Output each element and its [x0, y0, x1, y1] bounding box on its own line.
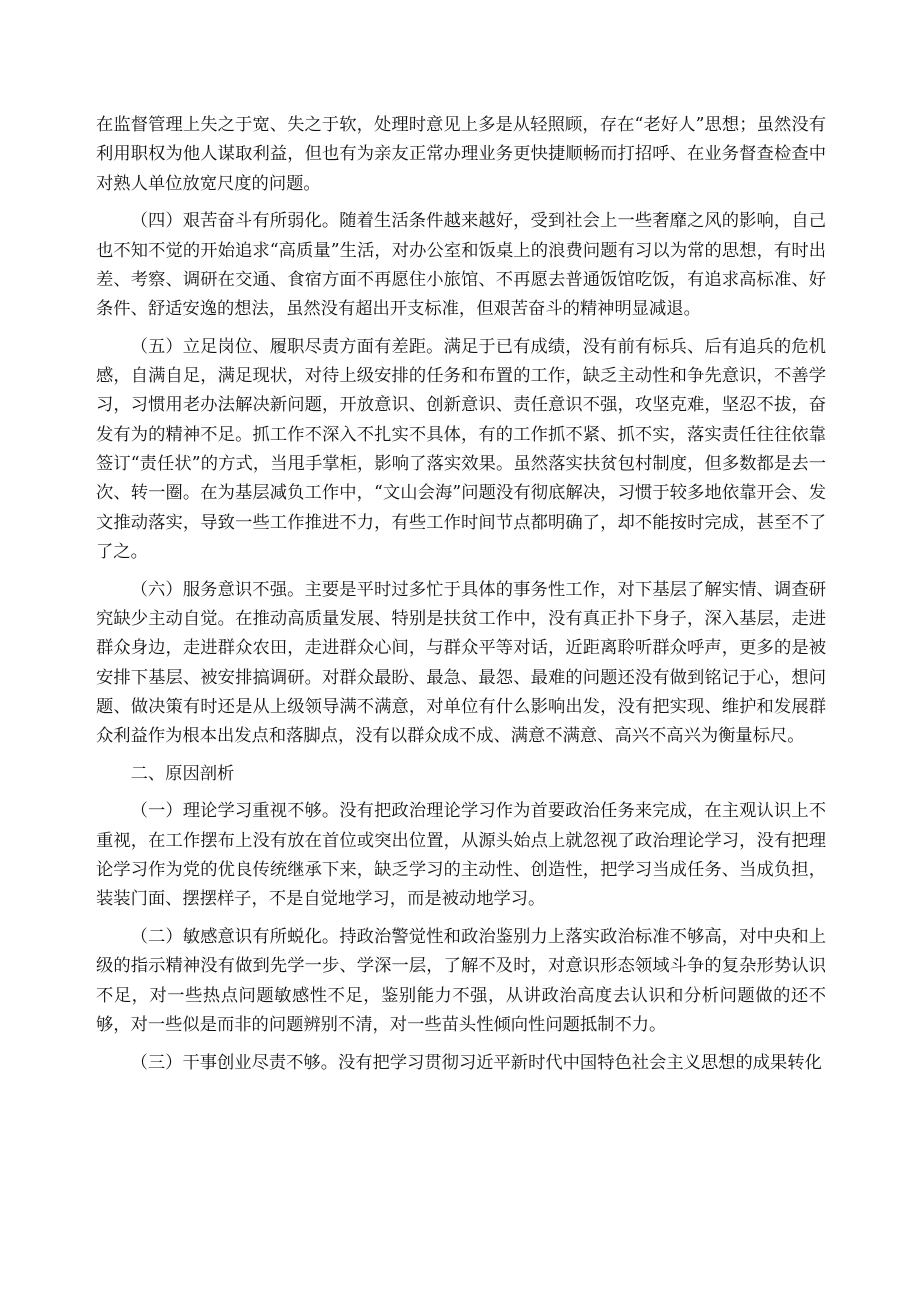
paragraph-supervision: 在监督管理上失之于宽、失之于软，处理时意见上多是从轻照顾，存在“老好人”思想；虽然没有利用职权为他人谋取利益，但也有为亲友正常办理业务更快捷顺畅而打招呼、在业务督查检查中对熟人单位放宽尺度的问题。: [96, 115, 826, 194]
section-heading-cause-analysis: 二、原因剖析: [130, 763, 235, 784]
document-page: [96, 111, 826, 1086]
paragraph-hard-work: （四）艰苦奋斗有所弱化。随着生活条件越来越好，受到社会上一些奢靡之风的影响，自己也不知不觉的开始追求“高质量”生活，对办公室和饭桌上的浪费问题有习以为常的思想，有时出差、考察、调研在交通、食宿方面不再愿住小旅馆、不再愿去普通饭馆吃饭，有追求高标准、好条件、舒适安逸的想法，虽然没有超出开支标准，但艰苦奋斗的精神明显减退。: [96, 211, 826, 320]
paragraph-entrepreneurship: （三）干事创业尽责不够。没有把学习贯彻习近平新时代中国特色社会主义思想的成果转化: [130, 1052, 822, 1073]
paragraph-service-awareness: （六）服务意识不强。主要是平时过多忙于具体的事务性工作，对下基层了解实情、调查研究缺少主动自觉。在推动高质量发展、特别是扶贫工作中，没有真正扑下身子，深入基层，走进群众身边，走进群众农田，走进群众心间，与群众平等对话，近距离聆听群众呼声，更多的是被安排下基层、被安排搞调研。对群众最盼、最急、最怨、最难的问题还没有做到铭记于心，想问题、做决策有时还是从上级领导满不满意，对单位有什么影响出发，没有把实现、维护和发展群众利益作为根本出发点和落脚点，没有以群众成不成、满意不满意、高兴不高兴为衡量标尺。: [96, 579, 826, 747]
paragraph-sensitivity: （二）敏感意识有所蜕化。持政治警觉性和政治鉴别力上落实政治标准不够高，对中央和上级的指示精神没有做到先学一步、学深一层，了解不及时，对意识形态领域斗争的复杂形势认识不足，对一些热点问题敏感性不足，鉴别能力不强，从讲政治高度去认识和分析问题做的还不够，对一些似是而非的问题辨别不清，对一些苗头性倾向性问题抵制不力。: [96, 927, 826, 1035]
paragraph-theory-study: （一）理论学习重视不够。没有把政治理论学习作为首要政治任务来完成，在主观认识上不重视，在工作摆布上没有放在首位或突出位置，从源头始点上就忽视了政治理论学习，没有把理论学习作为党的优良传统继承下来，缺乏学习的主动性、创造性，把学习当成任务、当成负担，装装门面、摆摆样子，不是自觉地学习，而是被动地学习。: [96, 801, 826, 910]
paragraph-duty-performance: （五）立足岗位、履职尽责方面有差距。满足于已有成绩，没有前有标兵、后有追兵的危机感，自满自足，满足现状，对待上级安排的任务和布置的工作，缺乏主动性和争先意识，不善学习，习惯用老办法解决新问题，开放意识、创新意识、责任意识不强，攻坚克难，坚忍不拔，奋发有为的精神不足。抓工作不深入不扎实不具体，有的工作抓不紧、抓不实，落实责任往往依靠签订“责任状”的方式，当甩手掌柜，影响了落实效果。虽然落实扶贫包村制度，但多数都是去一次、转一圈。在为基层减负工作中，“文山会海”问题没有彻底解决，习惯于较多地依靠开会、发文推动落实，导致一些工作推进不力，有些工作时间节点都明确了，却不能按时完成，甚至不了了之。: [96, 336, 826, 562]
